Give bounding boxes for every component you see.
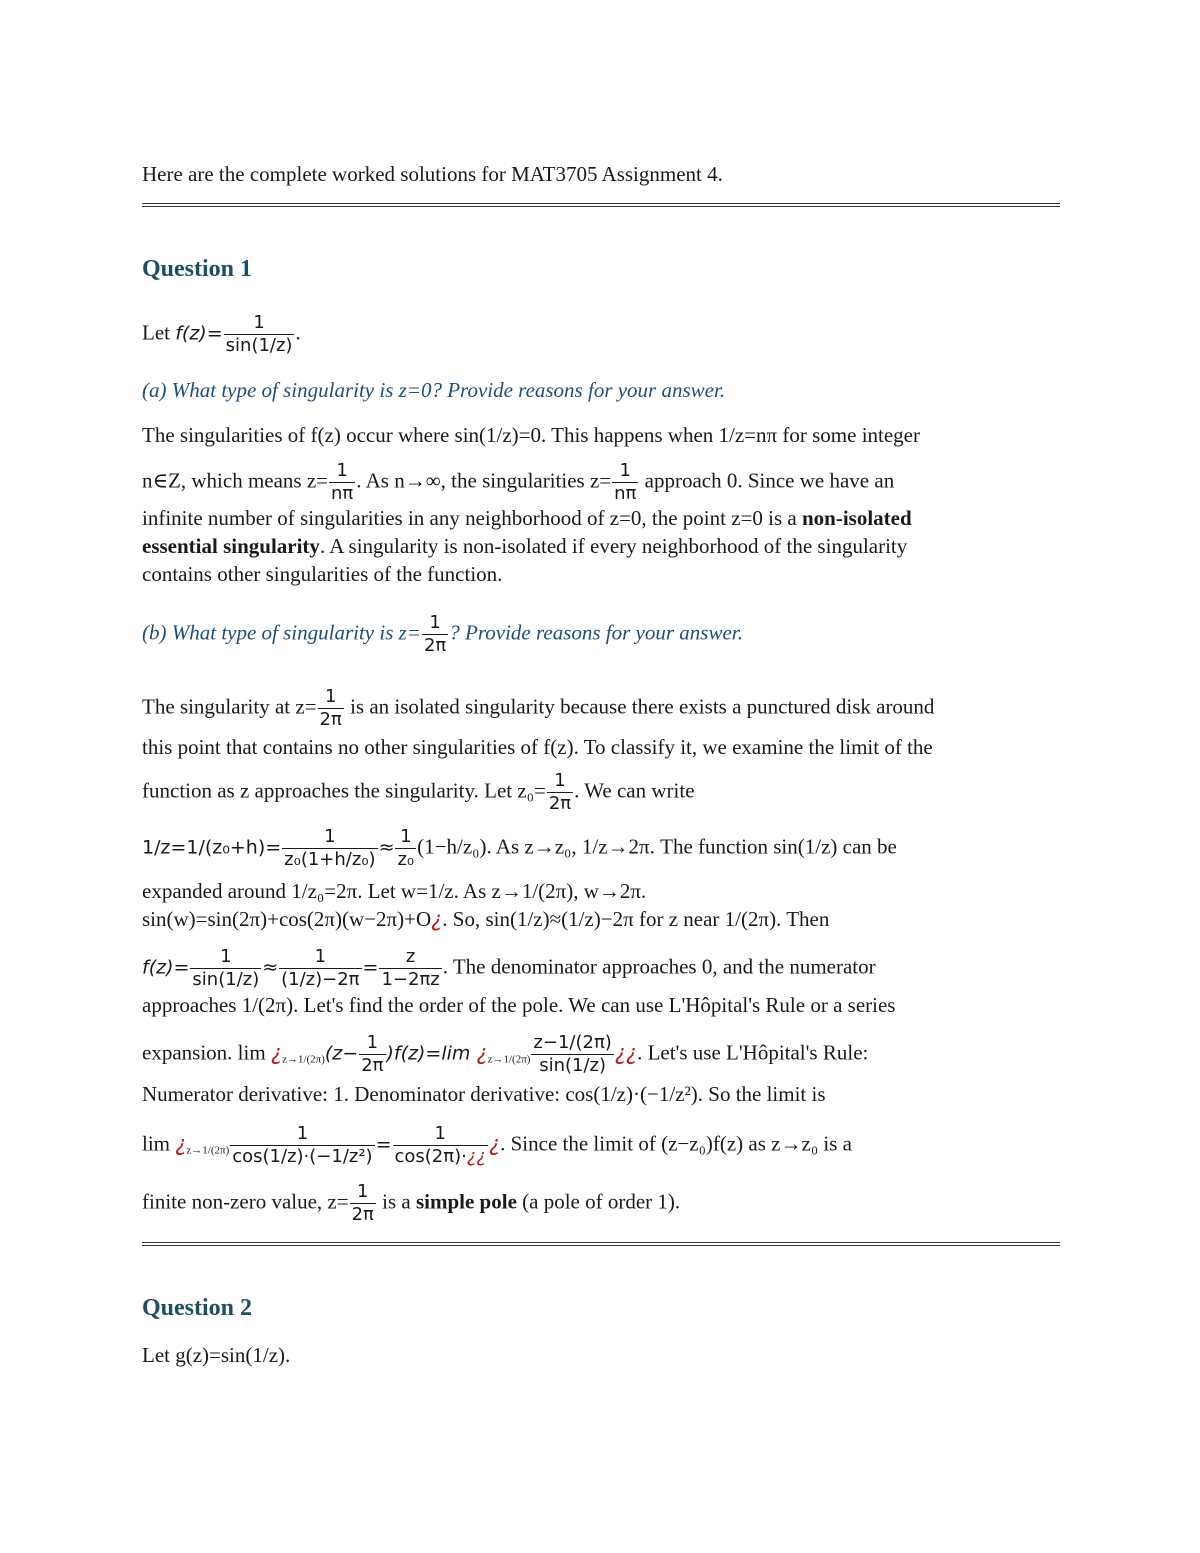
q1-part-b-prompt: (b) What type of singularity is z= $\frac{1}{2\pi}$ ? Provide reasons for your answer. [142,612,743,656]
question-2-heading: Question 2 [142,1295,253,1321]
q2-definition: Let g(z)=sin(1/z). [142,1343,291,1367]
q1b-line-7: f(z)= $\frac{1}{\sin(1/z)}$ ≈ $\frac{1}{(1/z)-2\pi}$ = $\frac{z}{1-2\pi z}$ . The denominator approaches 0, and the numerator [142,946,876,990]
q1a-line-3: infinite number of singularities in any neighborhood of z=0, the point z=0 is a non-isolated [142,506,912,530]
q1a-line-5: contains other singularities of the function. [142,562,503,586]
q1b-line-5: expanded around 1/z₀=2π. Let w=1/z. As z→1/(2π), w→2π. [142,879,647,903]
intro-text: Here are the complete worked solutions for MAT3705 Assignment 4. [142,162,723,186]
q1b-line-3: function as z approaches the singularity. Let z₀= $\frac{1}{2\pi}$ . We can write [142,770,695,814]
q1-definition: Let f(z)= $\frac{1}{\sin(1/z)}$ . [142,312,301,356]
q1b-line-12: finite non-zero value, z= $\frac{1}{2\pi}$ is a simple pole (a pole of order 1). [142,1181,681,1225]
q1b-line-8: approaches 1/(2π). Let's find the order of the pole. We can use L'Hôpital's Rule or a series [142,993,896,1017]
q1a-line-2: n∈Z, which means z= $\frac{1}{n\pi}$ . As n→∞, the singularities z= $\frac{1}{n\pi}$ approach 0. Since we have an [142,460,895,504]
section-divider [142,203,1060,207]
q1b-line-10: Numerator derivative: 1. Denominator derivative: cos(1/z)·(−1/z²). So the limit is [142,1082,826,1106]
q1b-line-4: 1/z=1/(z₀+h)= $\frac{1}{\text{z₀(1+h/z₀)}}$ ≈ $\frac{1}{\text{z₀}}$ (1−h/z₀). As z→z₀, 1/z→2π. The function sin(1/z) can be [142,826,897,870]
q1b-line-11: $\lim ¿_{z\to 1/(2\pi)}$ $\frac{1}{\text{cos(1/z)·(−1/z²)}}$ = $\frac{1}{\cos(2\pi)\cdot¿¿}$ ¿. Since the limit of (z−z₀)f(z) as z→z₀ is a [142,1123,852,1167]
section-divider [142,1242,1060,1246]
q1b-line-2: this point that contains no other singularities of f(z). To classify it, we examine the limit of the [142,735,933,759]
question-1-heading: Question 1 [142,256,253,282]
fraction: $\frac{1}{\sin(1/z)}$ [225,312,293,356]
q1b-line-6: sin(w)=sin(2π)+cos(2π)(w−2π)+O¿. So, sin(1/z)≈(1/z)−2π for z near 1/(2π). Then [142,907,830,931]
q1a-line-1: The singularities of f(z) occur where sin(1/z)=0. This happens when 1/z=nπ for some integer [142,423,920,447]
q1b-line-1: The singularity at z= $\frac{1}{2\pi}$ is an isolated singularity because there exists a punctured disk around [142,686,935,730]
q1a-line-4: essential singularity. A singularity is non-isolated if every neighborhood of the singularity [142,534,908,558]
q1-part-a-prompt: (a) What type of singularity is z=0? Provide reasons for your answer. [142,378,726,402]
q1b-line-9: expansion. $\lim ¿_{z\to 1/(2\pi)}(z-$ $\frac{1}{2\pi}$ )f(z)=lim ¿$_{z\to 1/(2\pi)}$ $\frac{z-1/(2\pi)}{\sin(1/z)}$ ¿¿. Let's use L'Hôpital's Rule: [142,1032,869,1076]
